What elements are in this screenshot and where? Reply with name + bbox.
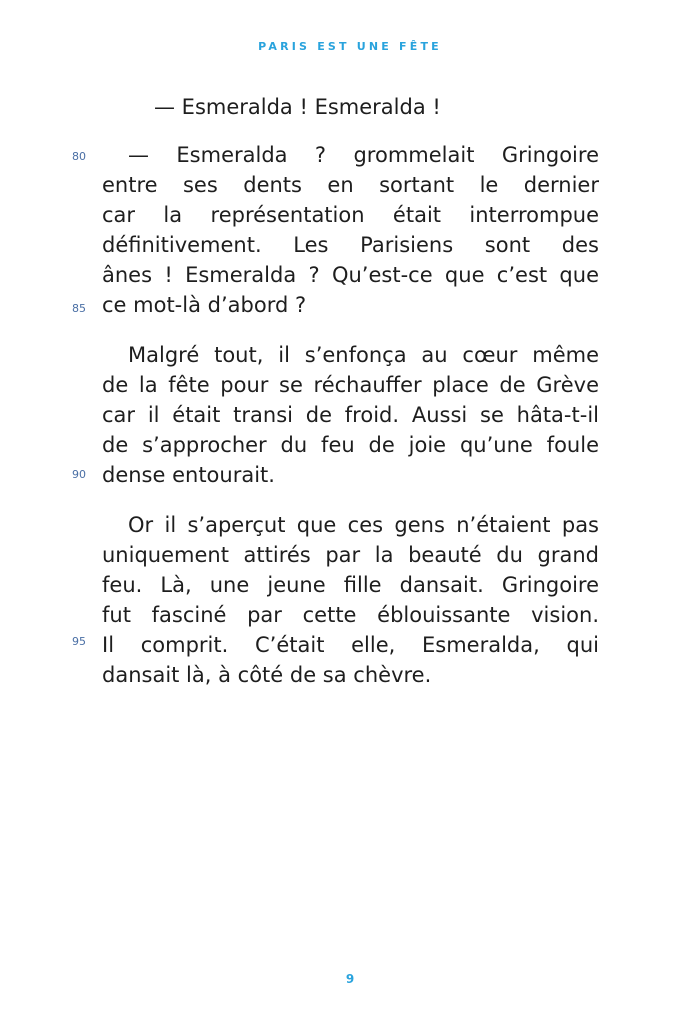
paragraph-4 <box>102 510 599 690</box>
line-number-85: 85 <box>72 302 86 315</box>
page-number: 9 <box>345 972 355 986</box>
text-line: ce mot-là d’abord ? <box>102 293 307 317</box>
body-text <box>102 92 599 706</box>
text-line: Il comprit. C’était elle, Esmeralda, qui <box>102 633 599 657</box>
text-line: ânes ! Esmeralda ? Qu’est-ce que c’est que <box>102 263 599 287</box>
paragraph-1 <box>102 92 599 122</box>
running-head: PARIS EST UNE FÊTE <box>258 40 442 53</box>
text-line: — Esmeralda ! Esmeralda ! <box>154 95 441 119</box>
text-line: — Esmeralda ? grommelait Gringoire <box>128 143 599 167</box>
text-line: car la représentation était interrompue <box>102 203 599 227</box>
text-line: feu. Là, une jeune fille dansait. Gringoire <box>102 573 599 597</box>
text-line: entre ses dents en sortant le dernier <box>102 173 599 197</box>
text-line: fut fasciné par cette éblouissante vision. <box>102 603 599 627</box>
text-line: dansait là, à côté de sa chèvre. <box>102 663 432 687</box>
line-number-80: 80 <box>72 150 86 163</box>
text-line: de s’approcher du feu de joie qu’une foule <box>102 433 599 457</box>
text-line: définitivement. Les Parisiens sont des <box>102 233 599 257</box>
line-number-95: 95 <box>72 635 86 648</box>
paragraph-3 <box>102 340 599 490</box>
text-line: dense entourait. <box>102 463 275 487</box>
text-line: de la fête pour se réchauffer place de Grève <box>102 373 599 397</box>
line-number-90: 90 <box>72 468 86 481</box>
text-line: Malgré tout, il s’enfonça au cœur même <box>128 343 599 367</box>
text-line: Or il s’aperçut que ces gens n’étaient pas <box>128 513 599 537</box>
text-line: car il était transi de froid. Aussi se hâta-t-il <box>102 403 599 427</box>
paragraph-2 <box>102 140 599 320</box>
text-line: uniquement attirés par la beauté du grand <box>102 543 599 567</box>
